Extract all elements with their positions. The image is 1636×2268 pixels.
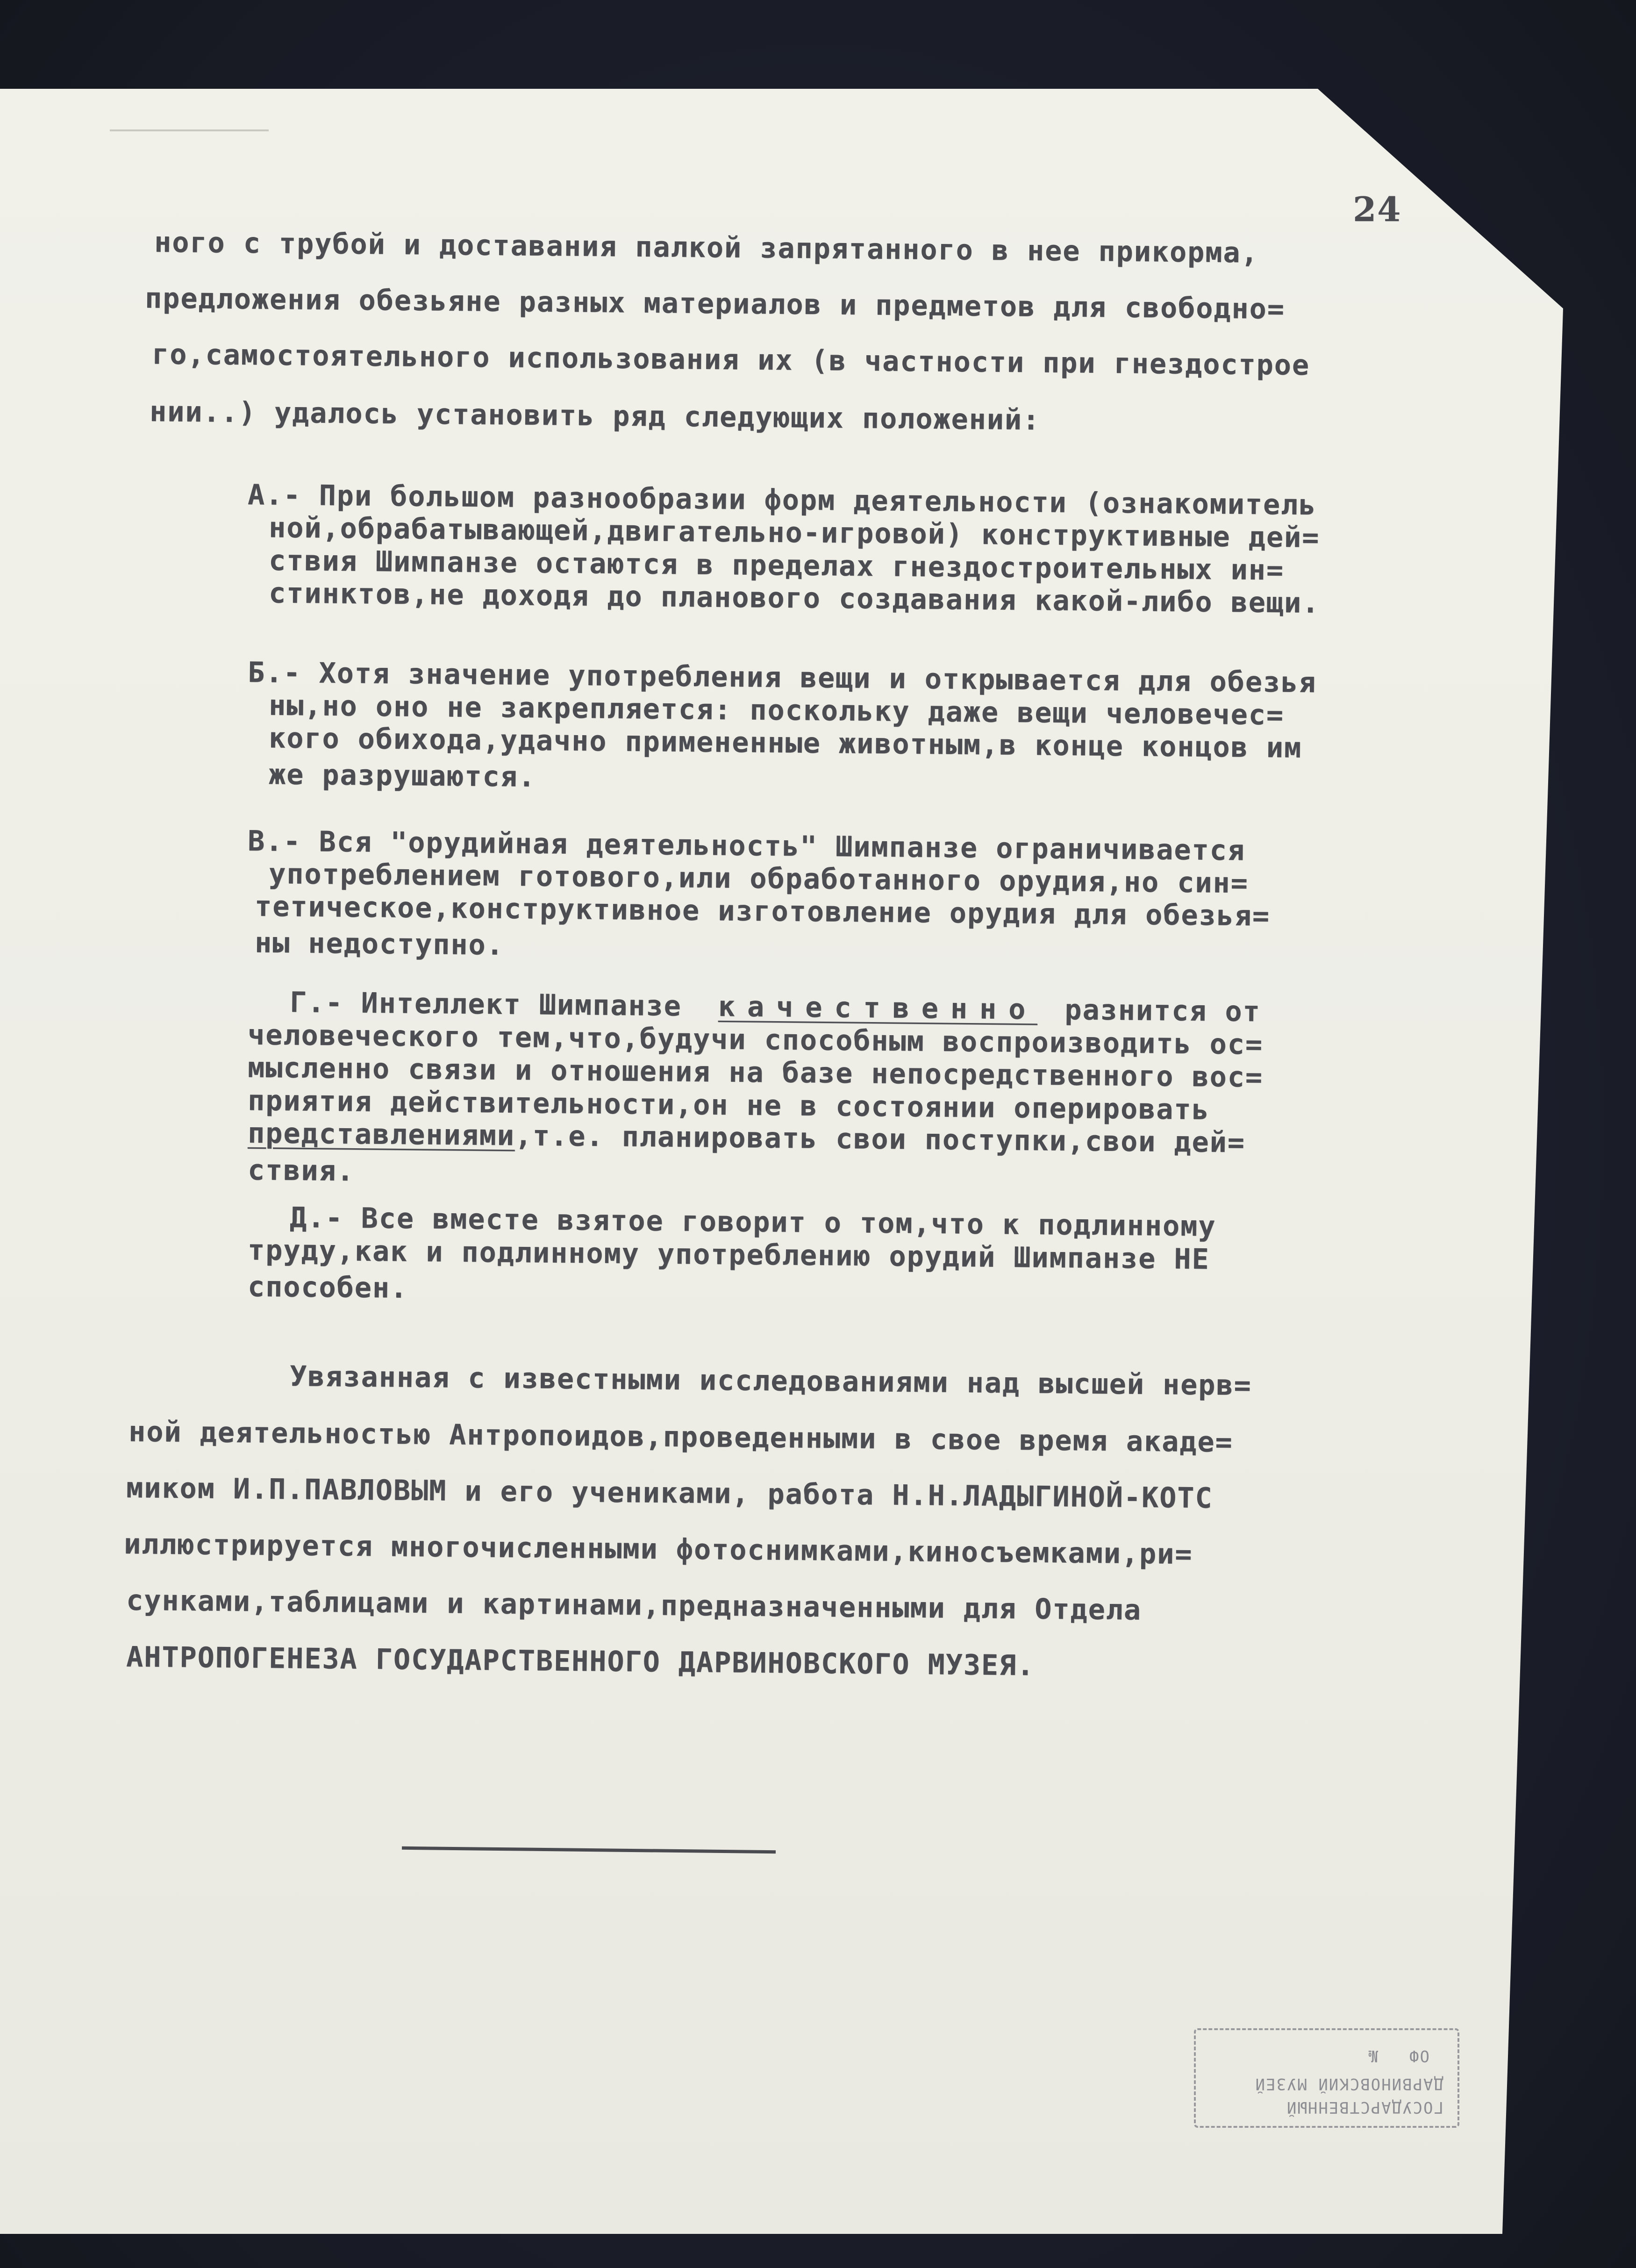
point-g-line-2: человеческого тем,что,будучи способным воспроизводить ос= [247,1018,1264,1061]
page-number: 24 [1353,189,1402,229]
point-v-line-2: употреблением готового,или обработанного орудия,но син= [268,857,1249,900]
point-v-line-4: ны недоступно. [254,926,505,962]
stamp-line-1: ГОСУДАРСТВЕННЫЙ [1286,2098,1443,2117]
point-d-line-1: Д.- Все вместе взятое говорит о том,что к подлинному [289,1201,1216,1243]
closing-line-3: миком И.П.ПАВЛОВЫМ и его учениками, работа Н.Н.ЛАДЫГИНОЙ-КОТС [126,1471,1213,1515]
point-g-emphasis: качественно [718,990,1038,1026]
stamp-line-4: № [1367,2046,1378,2065]
intro-line-1: ного с трубой и доставания палкой запрятанного в нее прикорма, [154,226,1259,270]
point-a-line-1: А.- При большом разнообразии форм деятельности (ознакомитель [247,479,1317,522]
point-g-line-5-tail: ,т.е. планировать свои поступки,свои дей= [514,1119,1246,1159]
intro-line-4: нии..) удалось установить ряд следующих положений: [149,395,1041,437]
point-b-line-4: же разрушаются. [268,758,536,794]
page-top-rule [110,129,269,131]
point-g-tail: разнится от [1064,993,1261,1028]
closing-line-6: АНТРОПОГЕНЕЗА ГОСУДАРСТВЕННОГО ДАРВИНОВСКОГО МУЗЕЯ. [126,1640,1035,1682]
point-g-line-4: приятия действительности,он не в состоянии оперировать [247,1084,1210,1126]
point-b-line-1: Б.- Хотя значение употребления вещи и открывается для обезья [247,656,1317,699]
point-a-line-2: ной,обрабатывающей,двигательно-игровой) конструктивные дей= [268,511,1320,554]
point-d-line-2: труду,как и подлинному употреблению орудий Шимпанзе НЕ [247,1234,1210,1276]
point-b-line-2: ны,но оно не закрепляется: поскольку даже вещи человечес= [268,689,1285,732]
point-d-line-3: способен. [247,1270,408,1305]
point-a-line-3: ствия Шимпанзе остаются в пределах гнездостроительных ин= [268,544,1285,587]
closing-line-2: ной деятельностью Антропоидов,проведенными в свое время акаде= [128,1415,1233,1459]
closing-line-1: Увязанная с известными исследованиями над высшей нерв= [289,1360,1252,1402]
point-v-line-1: В.- Вся "орудийная деятельность" Шимпанзе ограничивается [247,824,1246,867]
stamp-line-2: ДАРВИНОВСКИЙ МУЗЕЙ [1254,2075,1443,2093]
point-g-line-3: мысленно связи и отношения на базе непосредственного вос= [247,1051,1264,1094]
point-g-lead: Г.- Интеллект Шимпанзе [289,986,682,1023]
closing-line-4: иллюстрируется многочисленными фотоснимками,киносъемками,ри= [123,1528,1193,1571]
closing-line-5: сунками,таблицами и картинами,предназначенными для Отдела [126,1584,1142,1627]
intro-line-3: го,самостоятельного использования их (в частности при гнездострое [151,338,1310,382]
point-g-line-6: ствия. [247,1153,355,1188]
point-g-underlined-word: представлениями [247,1116,515,1152]
point-a-line-4: стинктов,не доходя до планового создавания какой-либо вещи. [268,577,1320,620]
point-v-line-3: тетическое,конструктивное изготовление орудия для обезья= [254,890,1271,933]
museum-stamp [1194,2028,1459,2128]
intro-line-2: предложения обезьяне разных материалов и предметов для свободно= [144,282,1286,326]
stamp-line-3: ОФ [1408,2046,1429,2065]
point-b-line-3: кого обихода,удачно примененные животным,в конце концов им [268,722,1302,765]
